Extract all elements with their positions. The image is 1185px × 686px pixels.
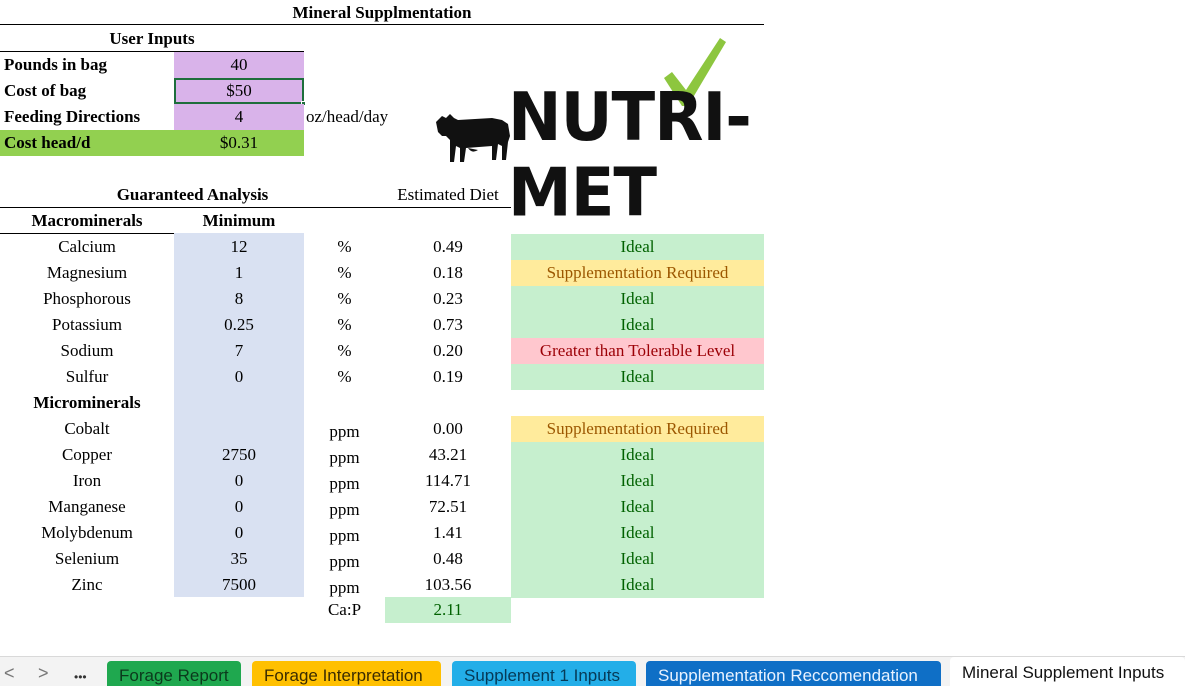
mineral-estimated: 114.71 <box>424 471 472 490</box>
tab-forage-report[interactable]: Forage Report <box>107 661 241 686</box>
mineral-status: Ideal <box>511 520 764 546</box>
mineral-unit: % <box>337 315 352 334</box>
mineral-name: Manganese <box>48 497 126 516</box>
mineral-minimum[interactable]: 35 <box>230 549 248 568</box>
mineral-unit: % <box>337 263 352 282</box>
mineral-minimum[interactable]: 12 <box>230 237 248 256</box>
ca-p-ratio-value: 2.11 <box>385 597 511 623</box>
cost-head-value: $0.31 <box>174 130 304 156</box>
mineral-minimum[interactable]: 2750 <box>222 445 256 464</box>
mineral-minimum[interactable]: 0 <box>234 471 244 490</box>
microminerals-header: Microminerals <box>33 393 141 412</box>
mineral-name: Calcium <box>58 237 116 256</box>
mineral-unit: % <box>337 237 352 256</box>
cost-head-label: Cost head/d <box>0 130 174 156</box>
mineral-estimated: 0.18 <box>433 263 463 282</box>
mineral-estimated: 72.51 <box>428 497 468 516</box>
mineral-minimum[interactable]: 0 <box>234 523 244 542</box>
mineral-status: Ideal <box>511 572 764 598</box>
more-tabs-icon[interactable]: ••• <box>74 670 87 684</box>
estimated-diet-header: Estimated Diet <box>385 182 511 208</box>
mineral-unit: ppm <box>329 448 360 467</box>
mineral-status: Ideal <box>511 546 764 572</box>
mineral-unit: ppm <box>329 526 360 545</box>
mineral-estimated: 43.21 <box>428 445 468 464</box>
mineral-unit: ppm <box>329 474 360 493</box>
tab-scroll-left-icon[interactable]: < <box>4 663 15 683</box>
tab-forage-interpretation[interactable]: Forage Interpretation <box>252 661 441 686</box>
mineral-name: Sodium <box>60 341 114 360</box>
mineral-minimum[interactable]: 8 <box>234 289 244 308</box>
mineral-name: Copper <box>61 445 113 464</box>
mineral-minimum[interactable] <box>174 416 304 442</box>
sheet-title: Mineral Supplmentation <box>0 0 764 25</box>
logo-text: NUTRI-MET <box>508 78 751 233</box>
pounds-in-bag-input[interactable]: 40 <box>174 52 304 78</box>
macrominerals-header: Macrominerals <box>0 208 174 234</box>
mineral-estimated: 0.49 <box>433 237 463 256</box>
mineral-name: Molybdenum <box>41 523 133 542</box>
mineral-status: Ideal <box>511 494 764 520</box>
mineral-unit: % <box>337 289 352 308</box>
mineral-name: Zinc <box>71 575 103 594</box>
mineral-estimated: 0.20 <box>433 341 463 360</box>
mineral-unit: % <box>337 367 352 386</box>
mineral-status: Greater than Tolerable Level <box>511 338 764 364</box>
tab-scroll-right-icon[interactable]: > <box>38 663 49 683</box>
mineral-name: Phosphorous <box>43 289 131 308</box>
mineral-status: Ideal <box>511 234 764 260</box>
mineral-estimated: 0.48 <box>433 549 463 568</box>
mineral-estimated: 103.56 <box>424 575 472 594</box>
cow-icon <box>432 102 512 170</box>
mineral-minimum[interactable]: 1 <box>234 263 244 282</box>
minimum-header: Minimum <box>174 208 304 234</box>
mineral-status: Ideal <box>511 442 764 468</box>
mineral-name: Magnesium <box>46 263 128 282</box>
mineral-status: Ideal <box>511 312 764 338</box>
mineral-unit: ppm <box>329 552 360 571</box>
tab-mineral-supplement-inputs[interactable]: Mineral Supplement Inputs <box>950 657 1185 686</box>
mineral-unit: ppm <box>329 578 360 597</box>
mineral-unit: ppm <box>329 500 360 519</box>
mineral-status: Ideal <box>511 286 764 312</box>
mineral-name: Cobalt <box>64 419 110 438</box>
mineral-estimated: 0.73 <box>433 315 463 334</box>
mineral-name: Potassium <box>52 315 122 334</box>
pounds-in-bag-label: Pounds in bag <box>4 55 107 74</box>
mineral-unit: ppm <box>329 422 360 441</box>
ca-p-ratio-label: Ca:P <box>327 600 362 619</box>
mineral-status: Ideal <box>511 364 764 390</box>
mineral-minimum[interactable]: 7500 <box>222 575 256 594</box>
mineral-status: Supplementation Required <box>511 416 764 442</box>
mineral-minimum[interactable]: 0 <box>234 497 244 516</box>
tab-supplementation-reccomendation[interactable]: Supplementation Reccomendation <box>646 661 941 686</box>
mineral-unit: % <box>337 341 352 360</box>
mineral-estimated: 0.19 <box>433 367 463 386</box>
feeding-directions-input[interactable]: 4 <box>174 104 304 130</box>
mineral-minimum[interactable]: 0 <box>234 367 244 386</box>
mineral-status: Supplementation Required <box>511 260 764 286</box>
feeding-unit-label: oz/head/day <box>306 107 389 126</box>
cost-of-bag-label: Cost of bag <box>4 81 87 100</box>
mineral-minimum[interactable]: 0.25 <box>224 315 254 334</box>
mineral-estimated: 0.23 <box>433 289 463 308</box>
user-inputs-header: User Inputs <box>0 26 304 52</box>
mineral-name: Sulfur <box>65 367 109 386</box>
tab-supplement-1-inputs[interactable]: Supplement 1 Inputs <box>452 661 636 686</box>
mineral-name: Iron <box>72 471 102 490</box>
mineral-estimated: 1.41 <box>433 523 463 542</box>
guaranteed-analysis-header: Guaranteed Analysis <box>0 182 385 208</box>
feeding-directions-label: Feeding Directions <box>4 107 141 126</box>
mineral-status: Ideal <box>511 468 764 494</box>
mineral-minimum[interactable]: 7 <box>234 341 244 360</box>
mineral-estimated: 0.00 <box>433 419 463 438</box>
sheet-tab-bar <box>0 656 1185 686</box>
cost-of-bag-input[interactable]: $50 <box>174 78 304 104</box>
mineral-name: Selenium <box>54 549 120 568</box>
